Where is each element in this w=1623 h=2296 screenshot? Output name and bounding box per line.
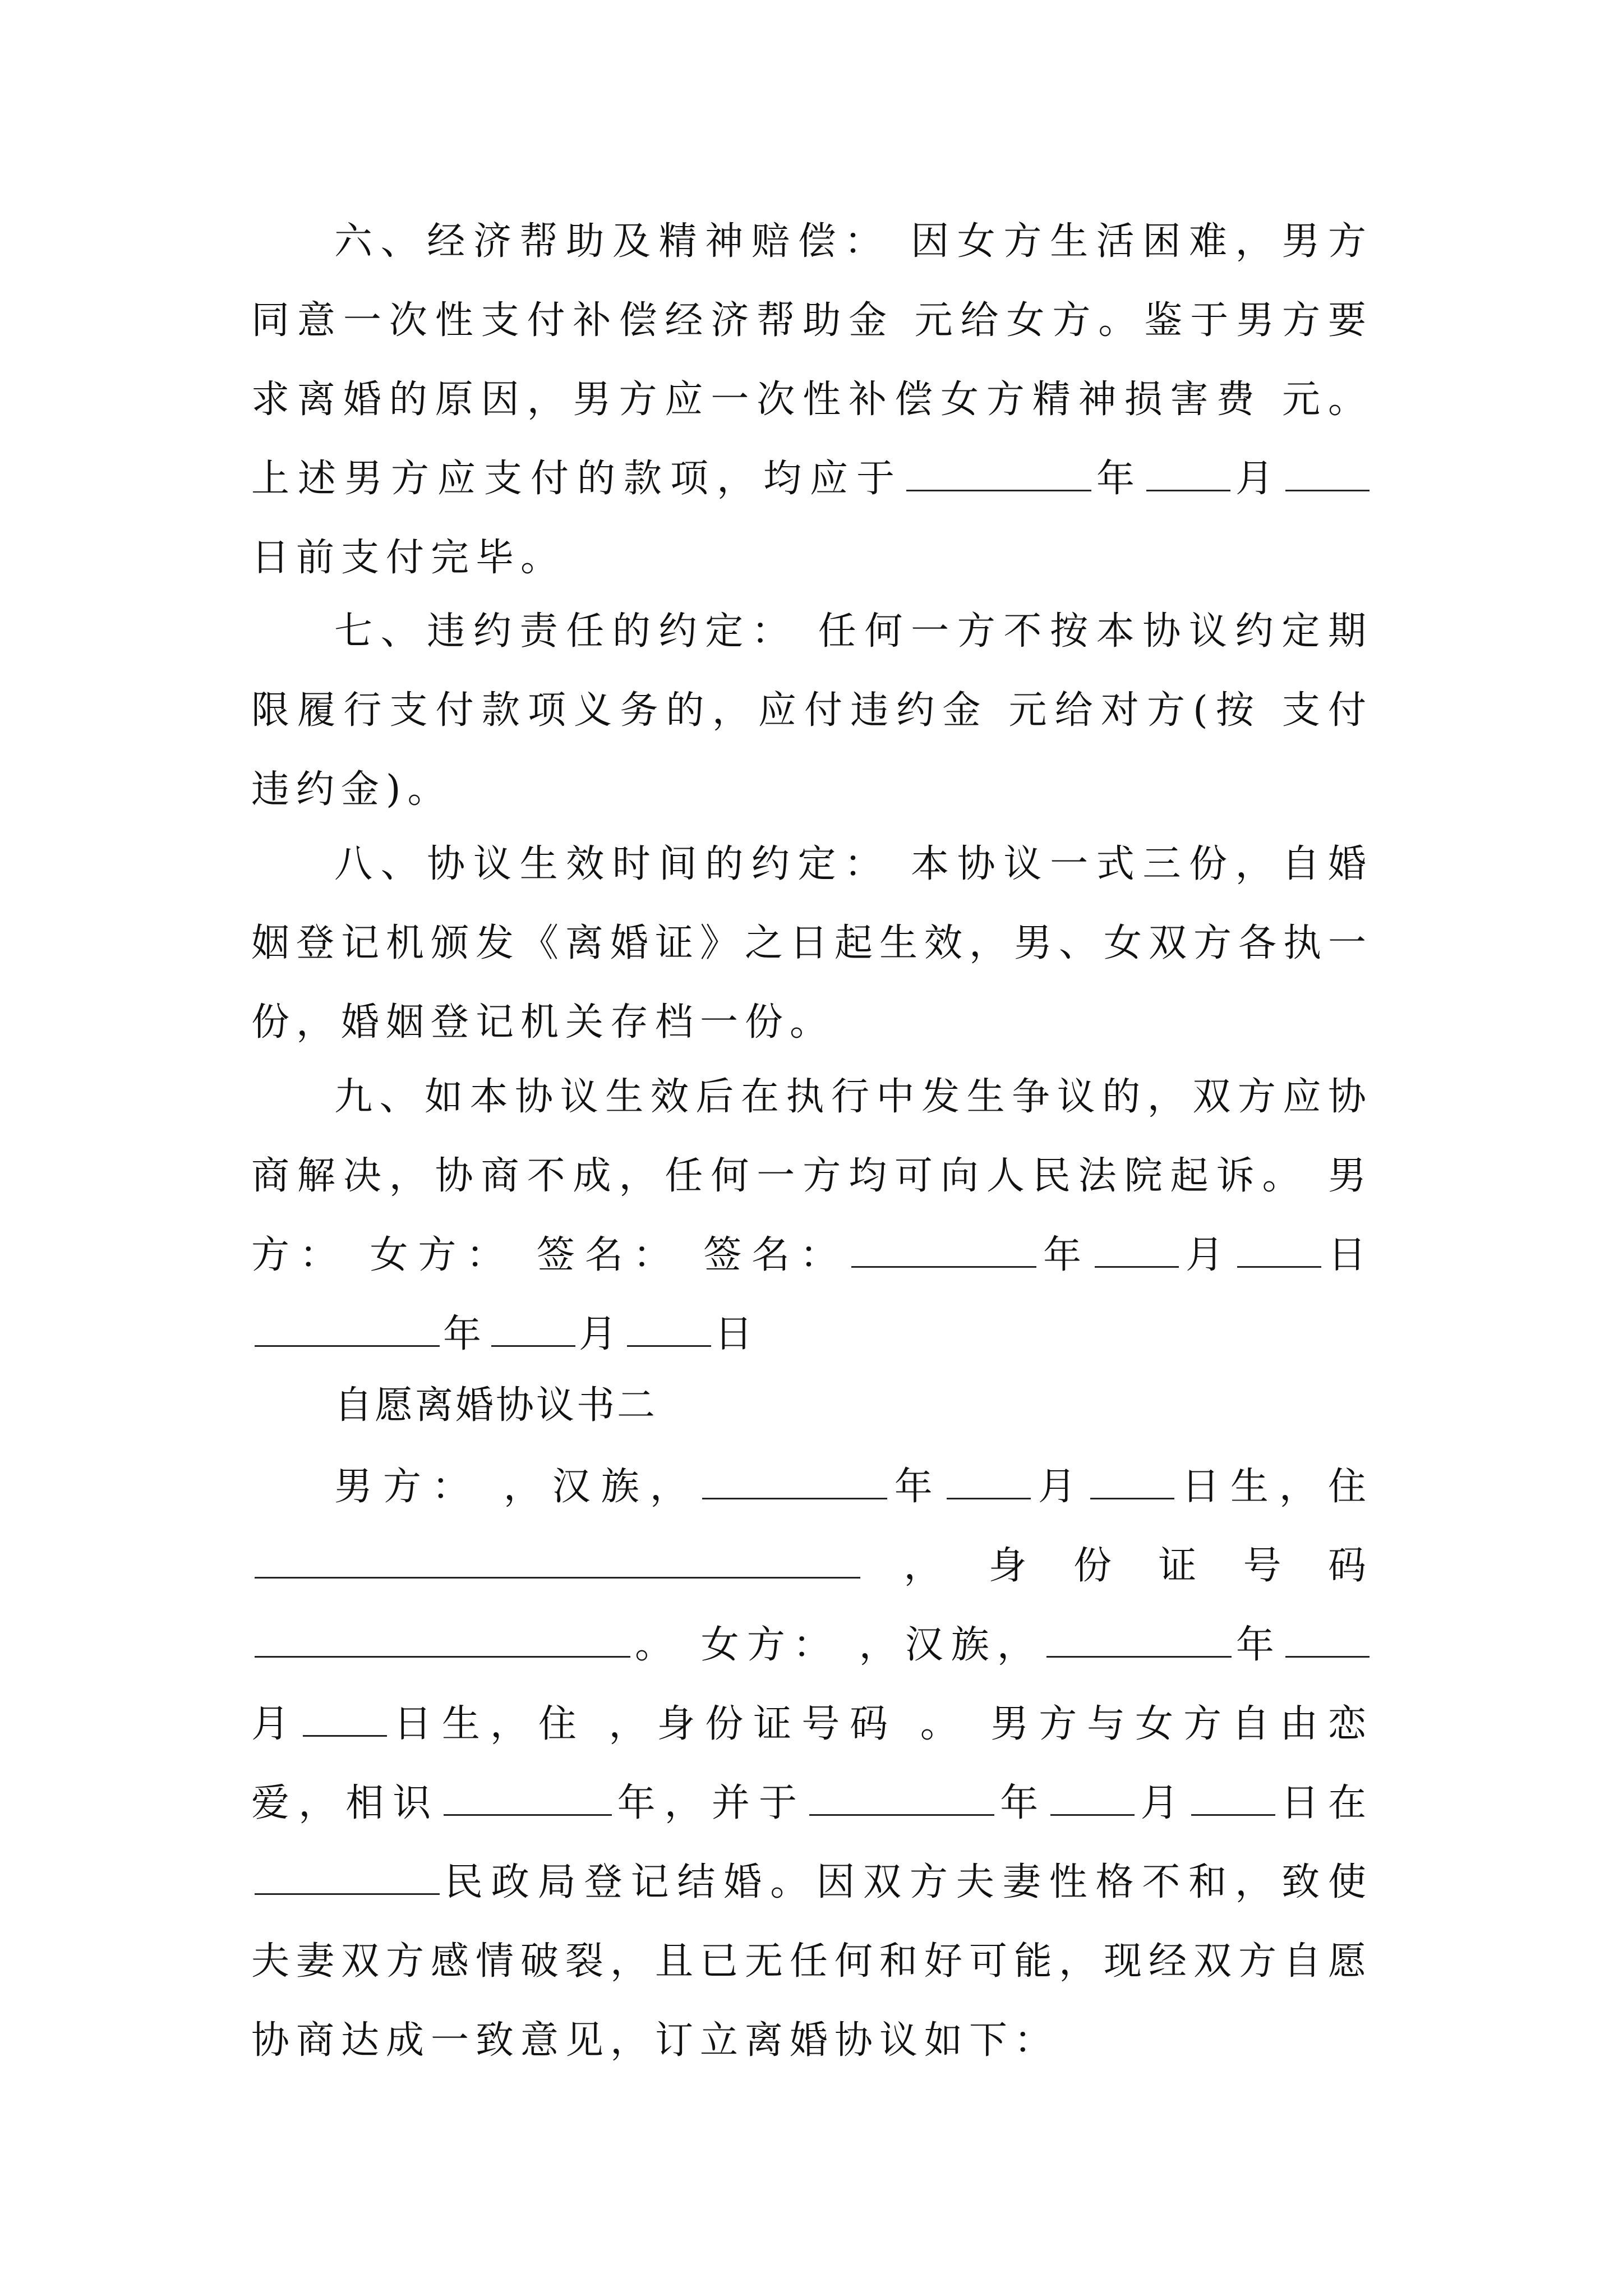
blank-female-month [1285, 1623, 1370, 1658]
blank-reg-year [809, 1782, 994, 1816]
blank-female-day [303, 1703, 387, 1737]
blank-day [1285, 457, 1370, 491]
blank-years-known [444, 1782, 612, 1816]
male-id-label: ，身份证号码 [864, 1544, 1373, 1588]
year-label-2: 年 [443, 1312, 488, 1356]
blank-month-1 [1095, 1234, 1179, 1268]
day-label: 日前支付完毕。 [251, 536, 566, 580]
clause-8: 八、协议生效时间的约定： 本协议一式三份，自婚姻登记机颁发《离婚证》之日起生效，男、女双方各执一份，婚姻登记机关存档一份。 [251, 842, 1373, 1045]
reg-year-label: 年 [998, 1781, 1048, 1825]
blank-male-day [1090, 1465, 1174, 1499]
blank-month [1146, 457, 1230, 491]
reg-day-label: 日在 [1278, 1781, 1373, 1825]
female-party-text: 。 女方： ，汉族， [634, 1623, 1043, 1667]
clause-9 [251, 1057, 1373, 1374]
male-day-label: 日生，住 [1177, 1465, 1373, 1509]
blank-year [906, 457, 1091, 491]
blank-year-2 [255, 1313, 440, 1347]
blank-day-1 [1237, 1234, 1321, 1268]
day-label-2: 日 [714, 1312, 760, 1356]
clause-6-text: 六、经济帮助及精神赔偿： 因女方生活困难，男方同意一次性支付补偿经济帮助金 元给女方。鉴于男方要求离婚的原因，男方应一次性补偿女方精神损害费 元。上述男方应支付的款项，均应于 [251, 219, 1373, 501]
clause-9-text: 九、如本协议生效后在执行中发生争议的，双方应协商解决，协商不成，任何一方均可向人民法院起诉。 男方： 女方： 签名： 签名： [251, 1075, 1373, 1277]
clause-6 [251, 202, 1373, 597]
blank-reg-day [1191, 1782, 1275, 1816]
blank-year-1 [851, 1234, 1036, 1268]
female-year-label: 年 [1234, 1623, 1282, 1667]
years-known-label: 年，并于 [615, 1781, 806, 1825]
blank-month-2 [491, 1313, 575, 1347]
male-month-label: 月 [1034, 1465, 1087, 1509]
female-birth-text: 日生，住 ，身份证号码 。 男方与女方自由恋爱，相识 [251, 1702, 1373, 1825]
day-label-1: 日 [1325, 1233, 1373, 1277]
month-label: 月 [1233, 457, 1282, 501]
male-year-label: 年 [890, 1465, 943, 1509]
blank-bureau [255, 1861, 440, 1895]
blank-male-address [255, 1544, 860, 1579]
year-label: 年 [1094, 457, 1143, 501]
agreement-title-2: 自愿离婚协议书二 [334, 1383, 658, 1428]
reg-month-label: 月 [1138, 1781, 1188, 1825]
marriage-registration-text: 民政局登记结婚。因双方夫妻性格不和，致使夫妻双方感情破裂，且已无任何和好可能，现经双方自愿协商达成一致意见，订立离婚协议如下： [251, 1860, 1373, 2063]
blank-female-year [1046, 1623, 1232, 1658]
month-label-1: 月 [1182, 1233, 1234, 1277]
parties-paragraph [251, 1447, 1373, 2080]
clause-7: 七、违约责任的约定： 任何一方不按本协议约定期限履行支付款项义务的，应付违约金 元给对方(按 支付违约金)。 [251, 609, 1373, 812]
blank-male-year [702, 1465, 887, 1499]
blank-reg-month [1050, 1782, 1135, 1816]
year-label-1: 年 [1040, 1233, 1092, 1277]
blank-day-2 [627, 1313, 711, 1347]
month-label-2: 月 [579, 1312, 624, 1356]
male-party-text: 男方： ，汉族， [334, 1465, 699, 1509]
blank-male-month [947, 1465, 1031, 1499]
female-month-label: 月 [251, 1702, 299, 1746]
blank-male-id [255, 1623, 630, 1658]
